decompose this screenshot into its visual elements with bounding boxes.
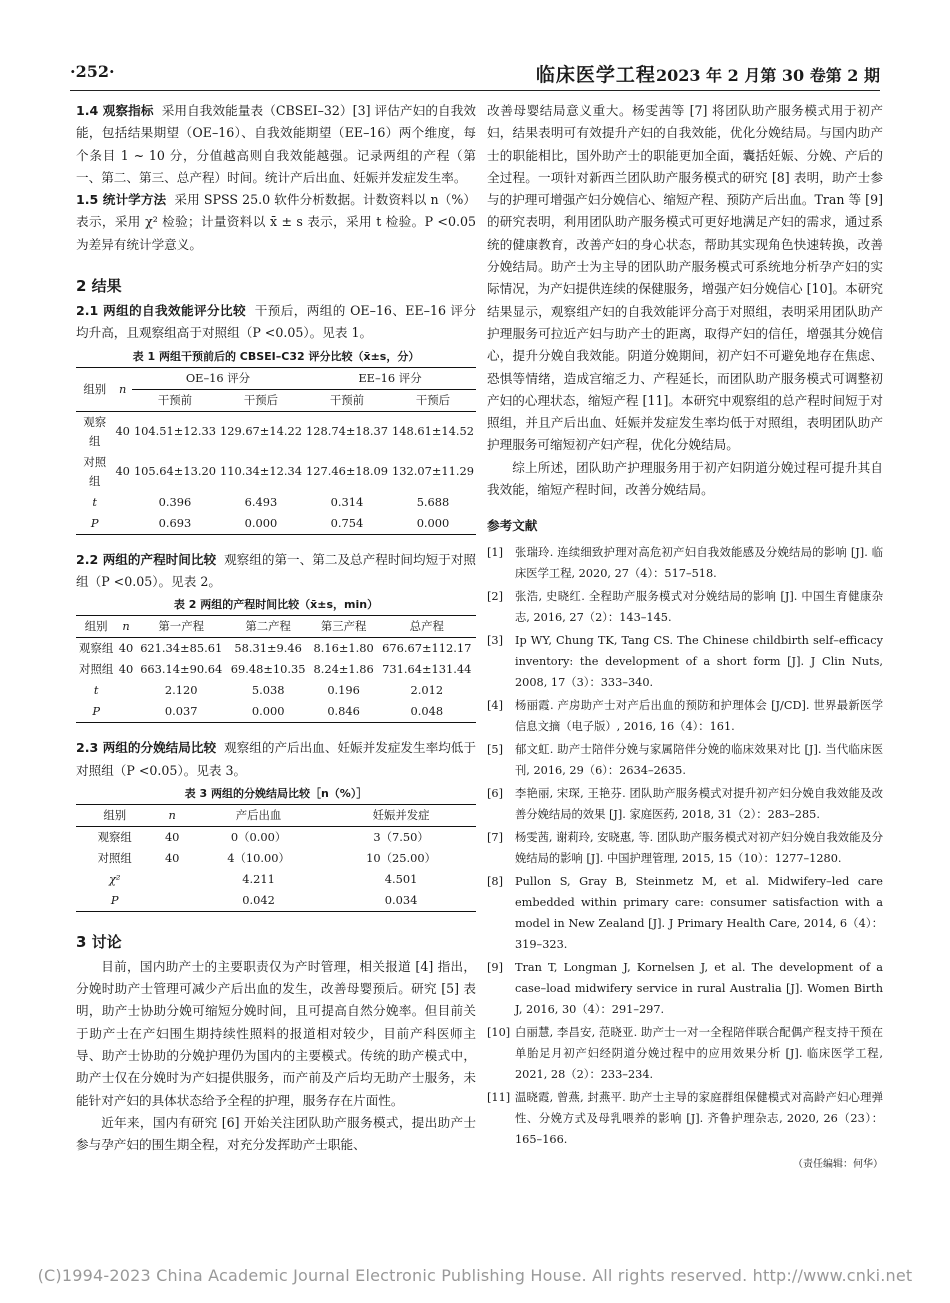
- table-3-caption: 表 3 两组的分娩结局比较［n（%）］: [184, 786, 368, 800]
- table-1-header: 干预后: [390, 389, 476, 411]
- table-cell: 40: [115, 464, 130, 479]
- reference-number: [6]: [487, 786, 504, 800]
- table-cell: 观察组: [79, 641, 114, 656]
- table-2: [76, 615, 476, 723]
- table-cell: 127.46±18.09: [305, 464, 388, 479]
- page-header: [70, 56, 880, 91]
- table-cell: 0（0.00）: [230, 829, 287, 844]
- table-cell: χ²: [108, 871, 121, 886]
- section-2-1-text: 干预后，两组的 OE–16、EE–16 评分均升高，且观察组高于对照组（P <0.05）。见表 1。: [76, 303, 476, 341]
- section-2-2-heading: 2.2 两组的产程时间比较: [76, 551, 217, 567]
- section-1-4: [76, 100, 476, 189]
- reference-number: [10]: [487, 1025, 511, 1039]
- table-1-caption: 表 1 两组干预前后的 CBSEI–C32 评分比较（x̄±s，分）: [132, 349, 420, 363]
- table-row: [76, 659, 476, 680]
- reference-text: 郁文虹. 助产士陪伴分娩与家属陪伴分娩的临床效果对比 [J]. 当代临床医刊, 2016, 29（6）：2634–2635.: [515, 742, 883, 777]
- reference-text: 李艳丽, 宋琛, 王艳芬. 团队助产服务模式对提升初产妇分娩自我效能及改善分娩结局的效果 [J]. 家庭医药, 2018, 31（2）：283–285.: [515, 786, 883, 821]
- table-cell: P: [92, 704, 100, 719]
- reference-item: [487, 783, 883, 825]
- table-cell: 0.693: [158, 515, 192, 530]
- table-cell: 0.048: [410, 704, 444, 719]
- table-cell: 观察组: [83, 414, 107, 448]
- table-2-header: 第三产程: [310, 616, 378, 638]
- right-column: [487, 100, 883, 1176]
- table-cell: 3（7.50）: [373, 829, 429, 844]
- copyright-footer: (C)1994-2023 China Academic Journal Electronic Publishing House. All rights reserved. http://www.cnki.net: [37, 1266, 913, 1285]
- table-cell: 40: [118, 641, 134, 656]
- table-cell: 129.67±14.22: [219, 424, 302, 439]
- journal-title: [536, 60, 880, 87]
- table-cell: 2.012: [410, 683, 444, 698]
- section-2-1-heading: 2.1 两组的自我效能评分比较: [76, 303, 246, 319]
- table-cell: 8.16±1.80: [313, 641, 374, 656]
- table-cell: 40: [164, 850, 180, 865]
- section-1-5-heading: 1.5 统计学方法: [76, 192, 167, 208]
- reference-item: [487, 739, 883, 781]
- reference-number: [3]: [487, 633, 504, 647]
- table-1-header: 干预前: [304, 389, 390, 411]
- discussion-paragraph-2: 近年来，国内有研究 [6] 开始关注团队助产服务模式，提出助产士参与孕产妇的围生期全程，对充分发挥助产士职能、: [76, 1114, 476, 1153]
- table-cell: 621.34±85.61: [140, 641, 223, 656]
- references-heading: 参考文献: [487, 518, 538, 534]
- table-1-header: EE–16 评分: [304, 367, 476, 389]
- reference-item: [487, 827, 883, 869]
- reference-number: [8]: [487, 874, 504, 888]
- reference-text: 温晓霞, 曾燕, 封燕平. 助产士主导的家庭群组保健模式对高龄产妇心理弹性、分娩方式及母乳喂养的影响 [J]. 齐鲁护理杂志, 2020, 26（23）：165–166.: [515, 1090, 883, 1146]
- journal-issue: 2023 年 2 月第 30 卷第 2 期: [655, 66, 880, 85]
- table-1-header: OE–16 评分: [132, 367, 304, 389]
- reference-list: [487, 542, 883, 1150]
- table-cell: 676.67±112.17: [382, 641, 472, 656]
- table-2-header: n: [116, 616, 136, 638]
- table-cell: 4（10.00）: [227, 850, 290, 865]
- reference-item: [487, 695, 883, 737]
- reference-text: 白丽慧, 李昌安, 范晓亚. 助产士一对一全程陪伴联合配偶产程支持干预在单胎足月初产妇经阴道分娩过程中的应用效果分析 [J]. 临床医学工程, 2021, 28（2）：233–234.: [515, 1025, 883, 1081]
- table-3-header: 产后出血: [191, 804, 326, 826]
- reference-number: [11]: [487, 1090, 511, 1104]
- table-cell: 0.846: [327, 704, 360, 719]
- table-cell: 对照组: [83, 454, 107, 488]
- table-1-header: 干预前: [132, 389, 218, 411]
- table-cell: 132.07±11.29: [391, 464, 474, 479]
- table-3-header: 组别: [76, 804, 153, 826]
- table-cell: [113, 513, 132, 535]
- table-cell: 148.61±14.52: [391, 424, 474, 439]
- section-2-heading: 2 结果: [76, 277, 122, 296]
- reference-item: [487, 871, 883, 955]
- table-cell: 0.754: [330, 515, 364, 530]
- table-row: [76, 869, 476, 890]
- table-row: [76, 513, 476, 535]
- reference-text: 杨雯茜, 谢莉玲, 安晓惠, 等. 团队助产服务模式对初产妇分娩自我效能及分娩结局的影响 [J]. 中国护理管理, 2015, 15（10）：1277–1280.: [515, 830, 883, 865]
- section-2-3-heading: 2.3 两组的分娩结局比较: [76, 740, 217, 756]
- table-cell: 0.037: [164, 704, 198, 719]
- table-cell: 0.000: [251, 704, 285, 719]
- table-cell: [153, 869, 191, 890]
- reference-item: [487, 630, 883, 693]
- table-2-caption: 表 2 两组的产程时间比较（x̄±s，min）: [173, 598, 379, 612]
- reference-number: [1]: [487, 545, 504, 559]
- reference-text: Pullon S, Gray B, Steinmetz M, et al. Midwifery–led care embedded within primary care: consumer satisfaction with a model in New Zealand [J]. J Primary Health Care, 2014, 6（4）：319–323.: [515, 874, 883, 951]
- reference-item: [487, 1087, 883, 1150]
- table-row: [76, 638, 476, 660]
- table-3-header: 妊娠并发症: [326, 804, 476, 826]
- table-cell: 10（25.00）: [366, 850, 436, 865]
- section-2-3-text: 观察组的产后出血、妊娠并发症发生率均低于对照组（P <0.05）。见表 3。: [76, 740, 476, 778]
- table-1-header: 干预后: [218, 389, 304, 411]
- table-cell: P: [90, 515, 99, 530]
- section-1-5: [76, 189, 476, 256]
- left-column: [76, 100, 476, 1157]
- reference-number: [9]: [487, 960, 504, 974]
- table-row: [76, 492, 476, 513]
- table-cell: 0.196: [327, 683, 360, 698]
- table-cell: 对照组: [97, 850, 132, 865]
- table-row: [76, 890, 476, 912]
- reference-text: 张瑞玲. 连续细致护理对高危初产妇自我效能感及分娩结局的影响 [J]. 临床医学工程, 2020, 27（4）：517–518.: [515, 545, 883, 580]
- reference-item: [487, 957, 883, 1020]
- table-cell: t: [92, 494, 97, 509]
- table-1-header: 组别: [76, 367, 113, 411]
- reference-number: [7]: [487, 830, 504, 844]
- table-cell: 128.74±18.37: [305, 424, 388, 439]
- table-cell: [153, 890, 191, 912]
- table-1-header: n: [113, 367, 132, 411]
- table-2-header: 第二产程: [227, 616, 310, 638]
- table-cell: 663.14±90.64: [140, 662, 223, 677]
- section-1-5-text: 采用 SPSS 25.0 软件分析数据。计数资料以 n（%）表示，采用 χ² 检验；计量资料以 x̄ ± s 表示，采用 t 检验。P <0.05 为差异有统计学意义。: [76, 192, 477, 252]
- table-cell: 5.688: [416, 494, 450, 509]
- table-cell: 观察组: [97, 829, 132, 844]
- table-2-header: 组别: [76, 616, 116, 638]
- reference-text: 张浩, 史晓红. 全程助产服务模式对分娩结局的影响 [J]. 中国生育健康杂志, 2016, 27（2）：143–145.: [515, 589, 883, 624]
- table-row: [76, 452, 476, 492]
- page-number: ·252·: [70, 62, 115, 81]
- reference-number: [2]: [487, 589, 504, 603]
- table-cell: 2.120: [164, 683, 198, 698]
- table-cell: 110.34±12.34: [219, 464, 302, 479]
- table-cell: 对照组: [79, 662, 114, 677]
- table-cell: 5.038: [251, 683, 285, 698]
- table-cell: 6.493: [244, 494, 278, 509]
- table-cell: 69.48±10.35: [230, 662, 306, 677]
- table-cell: 0.000: [416, 515, 450, 530]
- section-1-4-text: 采用自我效能量表（CBSEI–32）[3] 评估产妇的自我效能，包括结果期望（OE–16）、自我效能期望（EE–16）两个维度，每个条目 1 ~ 10 分，分值越高则自我效能越强。记录两组的产程（第一、第二、第三、总产程）时间。统计产后出血、妊娠并发症发生率。: [76, 103, 476, 185]
- table-cell: 8.24±1.86: [313, 662, 374, 677]
- table-cell: 0.396: [158, 494, 192, 509]
- table-cell: 0.042: [242, 892, 275, 907]
- reference-text: Tran T, Longman J, Kornelsen J, et al. The development of a case–load midwifery service in rural Australia [J]. Women Birth J, 2016, 30（4）：291–297.: [515, 960, 883, 1016]
- table-cell: 4.501: [384, 871, 418, 886]
- section-2-1: [76, 300, 476, 345]
- reference-item: [487, 1022, 883, 1085]
- discussion-paragraph-3: 改善母婴结局意义重大。杨雯茜等 [7] 将团队助产服务模式用于初产妇，结果表明可有效提升产妇的自我效能，优化分娩结局。与国内助产士的职能相比，国外助产士的职能更加全面，囊括妊娠、分娩、产后的全过程。一项针对新西兰团队助产服务模式的研究 [8] 表明，助产士参与的护理可增强产妇分娩信心、缩短产程、预防产后出血。Tran 等 [9] 的研究表明，利用团队助产服务模式可更好地满足产妇的需求，通过系统的健康教育，改善产妇的身心状态，帮助其实现角色快速转换，改善分娩结局。助产士为主导的团队助产服务模式可系统地分析孕产妇的实际情况，为产妇提供连续的保健服务，增强产妇分娩信心 [10]。本研究结果显示，观察组产妇的自我效能评分高于对照组，表明采用团队助产护理服务可拉近产妇与助产士的距离，取得产妇的信任，增强其分娩信心，提升分娩自我效能。阴道分娩期间，初产妇不可避免地存在焦虑、恐惧等情绪，造成宫缩乏力、产程延长，而团队助产服务模式可调整初产妇的心理状态，缩短产程 [11]。本研究中观察组的总产程时间短于对照组，并且产后出血、妊娠并发症发生率均低于对照组，表明团队助产护理服务可缩短初产妇产程，优化分娩结局。: [487, 103, 883, 453]
- table-row: [76, 701, 476, 723]
- section-3-heading: 3 讨论: [76, 932, 122, 951]
- table-cell: 40: [115, 424, 130, 439]
- reference-item: [487, 542, 883, 584]
- reference-text: 杨丽霞. 产房助产士对产后出血的预防和护理体会 [J/CD]. 世界最新医学信息文摘（电子版）, 2016, 16（4）：161.: [515, 698, 883, 733]
- table-cell: 105.64±13.20: [133, 464, 216, 479]
- reference-text: Ip WY, Chung TK, Tang CS. The Chinese childbirth self–efficacy inventory: the development of a short form [J]. J Clin Nuts, 2008, 17（3）：333–340.: [515, 633, 883, 689]
- section-2-3: [76, 737, 476, 782]
- table-cell: 731.64±131.44: [382, 662, 472, 677]
- section-2-2: [76, 549, 476, 594]
- table-cell: 4.211: [242, 871, 275, 886]
- table-3: [76, 804, 476, 912]
- table-cell: [113, 492, 132, 513]
- table-cell: t: [93, 683, 99, 698]
- table-cell: [116, 701, 136, 723]
- table-cell: 0.314: [330, 494, 364, 509]
- journal-name: 临床医学工程: [535, 64, 656, 86]
- table-cell: [116, 680, 136, 701]
- table-2-header: 总产程: [378, 616, 476, 638]
- table-2-header: 第一产程: [136, 616, 227, 638]
- section-2-2-text: 观察组的第一、第二及总产程时间均短于对照组（P <0.05）。见表 2。: [76, 551, 476, 589]
- table-cell: 40: [164, 829, 180, 844]
- table-cell: P: [110, 892, 119, 907]
- table-1: [76, 367, 476, 535]
- reference-number: [4]: [487, 698, 504, 712]
- table-3-header: n: [153, 804, 191, 826]
- table-row: [76, 411, 476, 452]
- reference-item: [487, 586, 883, 628]
- table-cell: 40: [118, 662, 134, 677]
- editor-note: （责任编辑：何华）: [793, 1158, 883, 1170]
- table-cell: 104.51±12.33: [133, 424, 216, 439]
- reference-number: [5]: [487, 742, 504, 756]
- table-cell: 58.31±9.46: [234, 641, 302, 656]
- conclusion-paragraph: 综上所述，团队助产护理服务用于初产妇阴道分娩过程可提升其自我效能，缩短产程时间，改善分娩结局。: [487, 459, 883, 498]
- discussion-paragraph-1: 目前，国内助产士的主要职责仅为产时管理，相关报道 [4] 指出，分娩时助产士管理可减少产后出血的发生，改善母婴预后。研究 [5] 表明，助产士协助分娩可缩短分娩时间，且可提高自然分娩率。但目前关于助产士在产妇围生期持续性照料的报道相对较少，目前产科医师主导、助产士协助的分娩护理仍为国内的主要模式。传统的助产模式中，助产士仅在分娩时为产妇提供服务，而产前及产后均无助产士服务，未能针对产妇的具体状态给予全程的护理，服务存在片面性。: [76, 958, 476, 1108]
- table-cell: 0.000: [244, 515, 278, 530]
- section-1-4-heading: 1.4 观察指标: [76, 103, 154, 118]
- table-row: [76, 848, 476, 869]
- table-row: [76, 826, 476, 848]
- table-cell: 0.034: [384, 892, 418, 907]
- table-row: [76, 680, 476, 701]
